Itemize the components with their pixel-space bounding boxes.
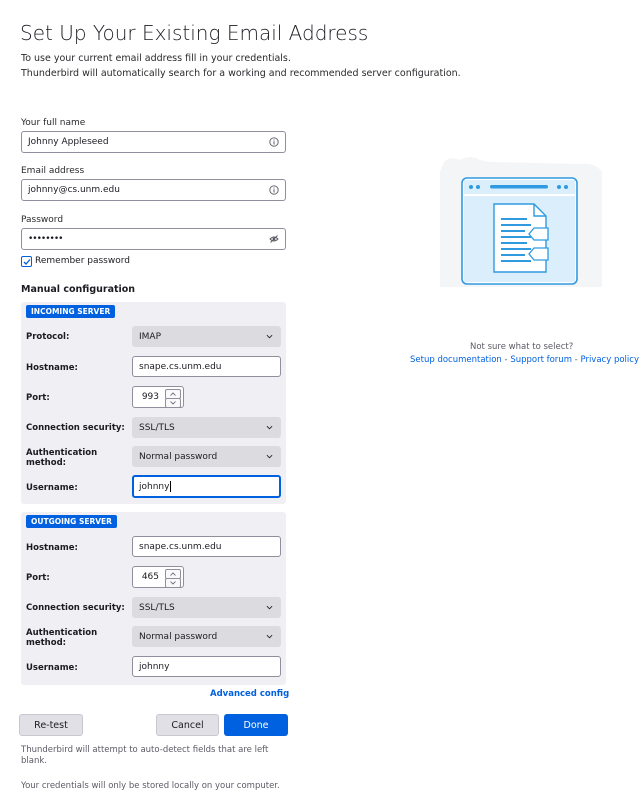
text-caret	[170, 481, 171, 492]
help-separator-2: -	[571, 355, 581, 365]
retest-button[interactable]: Re-test	[19, 714, 83, 736]
outgoing-auth-select[interactable]	[132, 626, 281, 647]
document-window-illustration	[430, 152, 610, 302]
remember-password-label[interactable]: Remember password	[35, 256, 130, 266]
fullname-field[interactable]	[21, 131, 286, 153]
autodetect-note	[21, 745, 291, 767]
email-label: Email address	[21, 166, 85, 176]
incoming-security-select[interactable]	[132, 417, 281, 438]
incoming-auth-label-line-2: method:	[26, 458, 67, 468]
setup-documentation-link[interactable]: Setup documentation	[410, 355, 502, 365]
incoming-server-badge: INCOMING SERVER	[26, 305, 115, 318]
chevron-down-icon	[266, 604, 273, 611]
info-icon[interactable]	[269, 137, 279, 147]
chevron-down-icon	[266, 424, 273, 431]
chevron-up-icon	[170, 572, 176, 576]
outgoing-port-label: Port:	[26, 573, 50, 583]
outgoing-hostname-value: snape.cs.unm.edu	[139, 541, 222, 552]
password-label: Password	[21, 215, 64, 225]
outgoing-username-label: Username:	[26, 663, 78, 673]
incoming-username-value: johnny	[139, 481, 170, 492]
incoming-username-input[interactable]	[132, 475, 281, 498]
chevron-down-icon	[266, 633, 273, 640]
outgoing-username-value: johnny	[139, 661, 170, 672]
outgoing-port-decrement[interactable]	[165, 578, 181, 588]
incoming-auth-select[interactable]	[132, 446, 281, 467]
outgoing-auth-label	[26, 628, 97, 648]
remember-password-checkbox[interactable]	[21, 256, 32, 267]
incoming-security-label: Connection security:	[26, 423, 125, 433]
checkmark-icon	[23, 258, 31, 266]
incoming-auth-label	[26, 448, 97, 468]
incoming-port-decrement[interactable]	[165, 398, 181, 408]
page-title: Set Up Your Existing Email Address	[20, 21, 369, 45]
incoming-protocol-label: Protocol:	[26, 332, 70, 342]
subtitle-line-1: To use your current email address fill in your credentials.	[21, 53, 291, 64]
done-button[interactable]: Done	[224, 714, 288, 736]
help-separator-1: -	[501, 355, 511, 365]
support-forum-link[interactable]: Support forum	[510, 355, 572, 365]
info-icon[interactable]	[269, 185, 279, 195]
manual-config-title: Manual configuration	[21, 284, 136, 295]
eye-slash-icon[interactable]	[269, 234, 279, 244]
outgoing-username-input[interactable]	[132, 656, 281, 677]
email-field[interactable]	[21, 179, 286, 201]
outgoing-hostname-input[interactable]	[132, 536, 281, 557]
subtitle-line-2: Thunderbird will automatically search for a working and recommended server configuration.	[21, 68, 461, 79]
incoming-port-input[interactable]	[132, 386, 184, 408]
chevron-down-icon	[266, 453, 273, 460]
incoming-protocol-select[interactable]	[132, 326, 281, 347]
password-value: ••••••••	[28, 234, 63, 244]
incoming-auth-label-line-1: Authentication	[26, 448, 98, 458]
incoming-hostname-label: Hostname:	[26, 363, 78, 373]
incoming-auth-value: Normal password	[139, 451, 218, 462]
help-links	[410, 355, 639, 365]
credentials-note: Your credentials will only be stored locally on your computer.	[21, 781, 280, 791]
outgoing-hostname-label: Hostname:	[26, 543, 78, 553]
cancel-button[interactable]: Cancel	[156, 714, 219, 736]
chevron-down-icon	[170, 401, 176, 405]
incoming-hostname-input[interactable]	[132, 356, 281, 377]
incoming-hostname-value: snape.cs.unm.edu	[139, 361, 222, 372]
outgoing-server-badge: OUTGOING SERVER	[26, 515, 117, 528]
outgoing-security-select[interactable]	[132, 597, 281, 618]
advanced-config-link[interactable]: Advanced config	[210, 689, 290, 699]
incoming-username-label: Username:	[26, 483, 78, 493]
outgoing-port-value: 465	[141, 572, 159, 582]
chevron-up-icon	[170, 392, 176, 396]
fullname-value: Johnny Appleseed	[28, 137, 109, 147]
chevron-down-icon	[266, 333, 273, 340]
outgoing-port-input[interactable]	[132, 566, 184, 588]
incoming-port-value: 993	[141, 392, 159, 402]
outgoing-security-label: Connection security:	[26, 603, 125, 613]
password-field[interactable]	[21, 228, 286, 250]
outgoing-auth-label-line-1: Authentication	[26, 628, 98, 638]
privacy-policy-link[interactable]: Privacy policy	[580, 355, 639, 365]
help-question: Not sure what to select?	[470, 342, 574, 352]
email-value: johnny@cs.unm.edu	[28, 185, 120, 195]
chevron-down-icon	[170, 581, 176, 585]
outgoing-auth-value: Normal password	[139, 631, 218, 642]
incoming-port-label: Port:	[26, 393, 50, 403]
fullname-label: Your full name	[21, 118, 86, 128]
incoming-security-value: SSL/TLS	[139, 422, 175, 433]
incoming-protocol-value: IMAP	[139, 331, 162, 342]
autodetect-note-line-1: Thunderbird will attempt to auto-detect fields that are left	[21, 745, 269, 755]
outgoing-security-value: SSL/TLS	[139, 602, 175, 613]
outgoing-auth-label-line-2: method:	[26, 638, 67, 648]
autodetect-note-line-2: blank.	[21, 756, 47, 766]
